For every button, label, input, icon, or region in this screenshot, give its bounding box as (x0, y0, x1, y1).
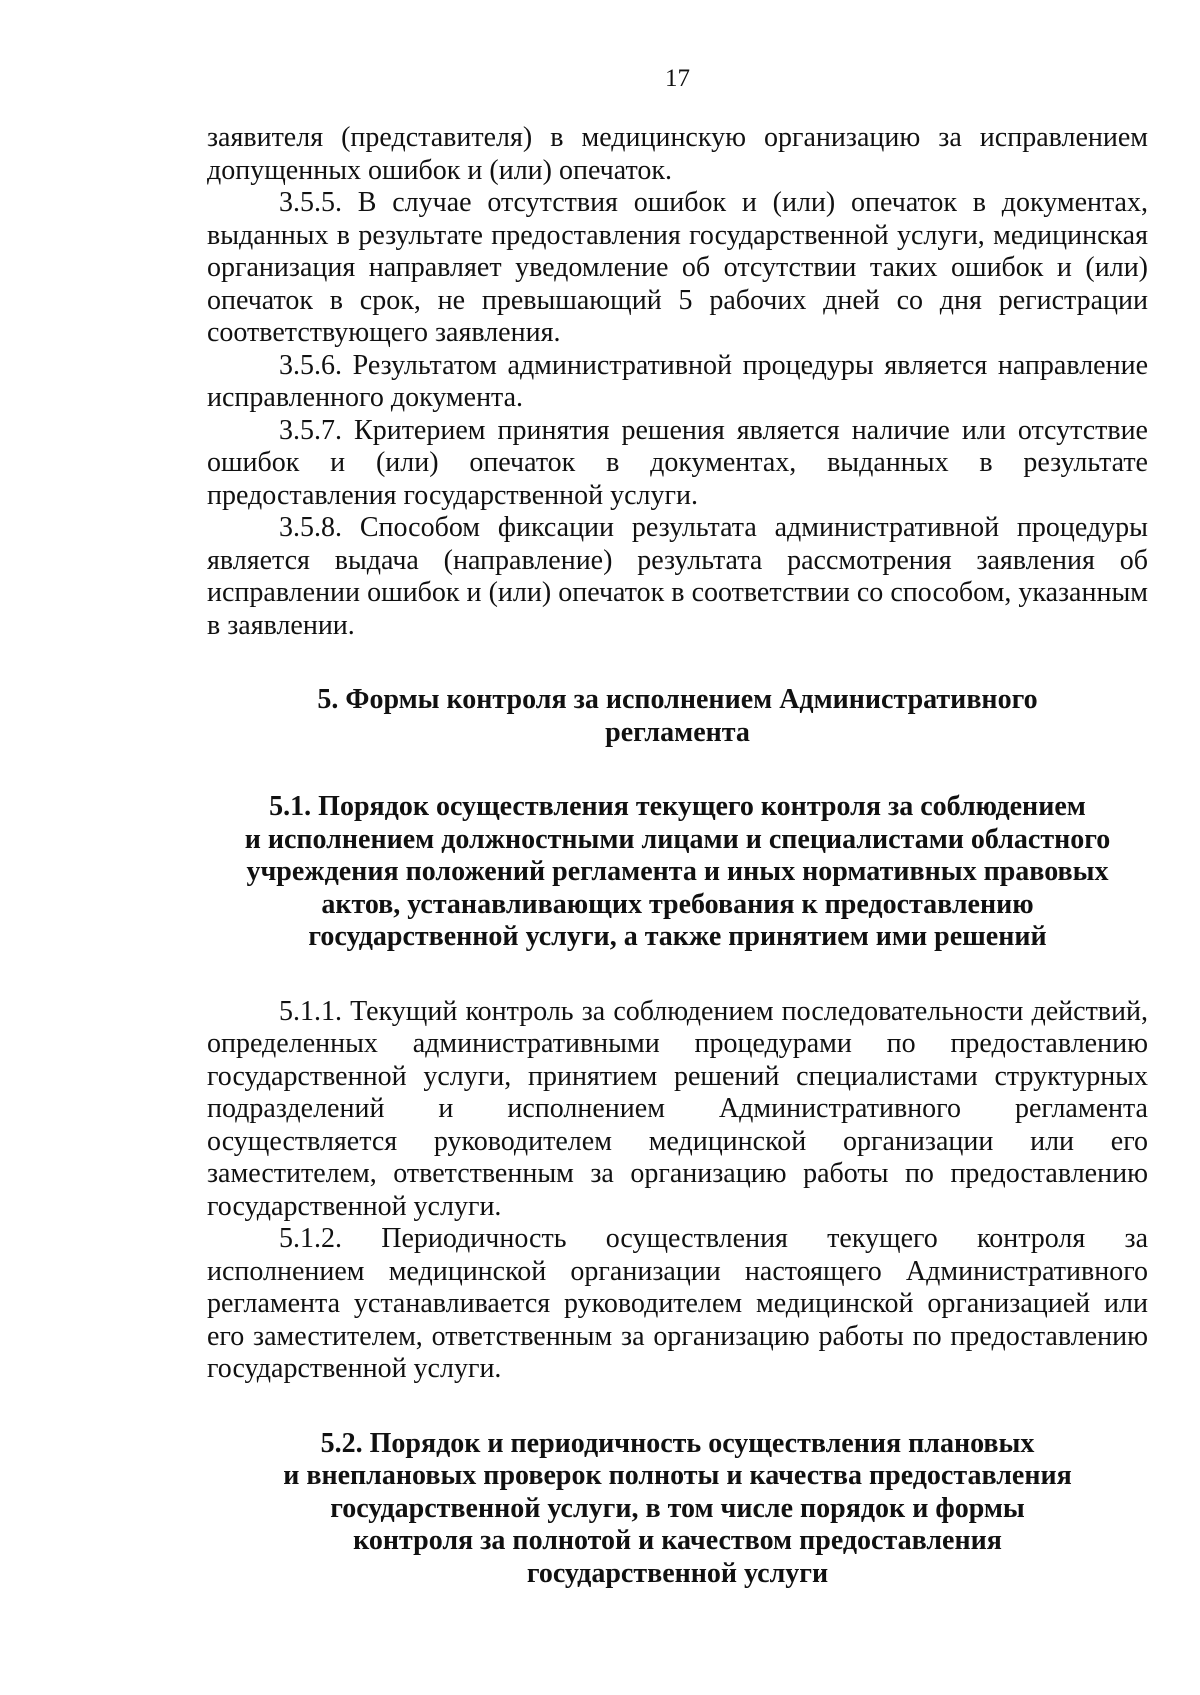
paragraph-continuation: заявителя (представителя) в медицинскую организацию за исправлением допущенных ошибок и (или) опечаток. (207, 122, 1148, 186)
paragraph-3-5-6: 3.5.6. Результатом административной процедуры является направление исправленного документа. (207, 349, 1148, 413)
paragraph-3-5-5: 3.5.5. В случае отсутствия ошибок и (или) опечаток в документах, выданных в результате предоставления государственной услуги, медицинская организация направляет уведомление об отсутствии таких ошибок и (или) опечаток в срок, не превышающий 5 рабочих дней со дня регистрации соответствующего заявления. (207, 187, 1148, 348)
document-body (207, 122, 1148, 1590)
paragraph-3-5-8: 3.5.8. Способом фиксации результата административной процедуры является выдача (направление) результата рассмотрения заявления об исправлении ошибок и (или) опечаток в соответствии со способом, указанным в заявлении. (207, 512, 1148, 641)
paragraph-5-1-1: 5.1.1. Текущий контроль за соблюдением последовательности действий, определенных административными процедурами по предоставлению государственной услуги, принятием решений специалистами структурных подразделений и исполнением Административного регламента осуществляется руководителем медицинской организации или его заместителем, ответственным за организацию работы по предоставлению государственной услуги. (207, 995, 1148, 1222)
section-5-heading: 5. Формы контроля за исполнением Административного регламента (317, 684, 1038, 748)
paragraph-5-1-2: 5.1.2. Периодичность осуществления текущего контроля за исполнением медицинской организации настоящего Административного регламента устанавливается руководителем медицинской организацией или его заместителем, ответственным за организацию работы по предоставлению государственной услуги. (207, 1223, 1148, 1384)
page-number: 17 (665, 65, 690, 92)
section-5-1-heading: 5.1. Порядок осуществления текущего контроля за соблюдением и исполнением должностными лицами и специалистами областного учреждения положений регламента и иных нормативных правовых актов, устанавливающих требования к предоставлению государственной услуги, а также принятием ими решений (244, 791, 1111, 952)
section-5-2-heading: 5.2. Порядок и периодичность осуществления плановых и внеплановых проверок полноты и качества предоставления государственной услуги, в том числе порядок и формы контроля за полнотой и качеством предоставления государственной услуги (283, 1427, 1072, 1589)
paragraph-3-5-7: 3.5.7. Критерием принятия решения является наличие или отсутствие ошибок и (или) опечаток в документах, выданных в результате предоставления государственной услуги. (207, 414, 1148, 511)
